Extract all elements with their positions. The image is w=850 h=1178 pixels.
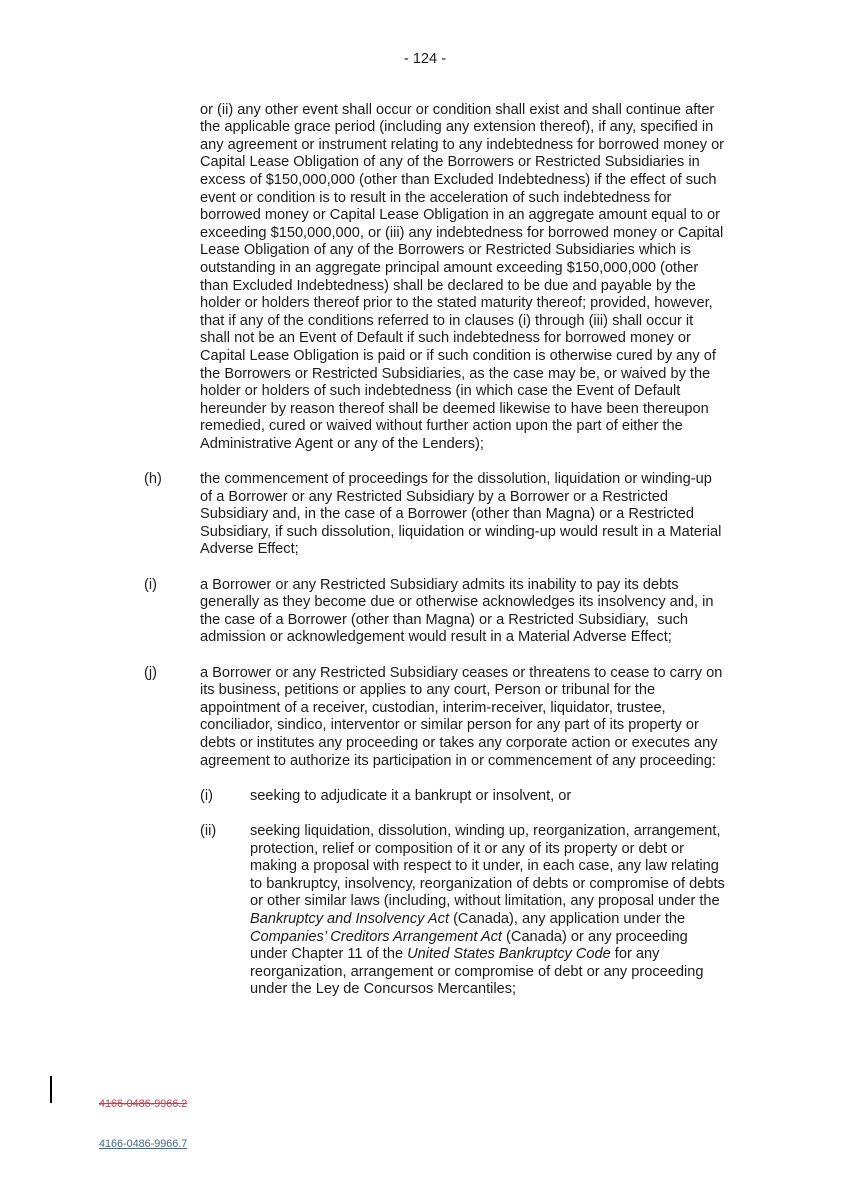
text-line: under the Ley de Concursos Mercantiles; xyxy=(250,981,517,998)
text-line: borrowed money or Capital Lease Obligation in an aggregate amount equal to or xyxy=(200,207,721,224)
text-line: holder or holders of such indebtedness (in which case the Event of Default xyxy=(200,383,681,400)
clause-j xyxy=(144,665,750,771)
text-line: Administrative Agent or any of the Lenders); xyxy=(200,435,484,452)
text-line: appointment of a receiver, custodian, interim-receiver, liquidator, trustee, xyxy=(200,699,666,716)
paragraph-continuation xyxy=(200,102,748,454)
text-line: Capital Lease Obligation of any of the Borrowers or Restricted Subsidiaries in xyxy=(200,154,700,171)
subclause-i xyxy=(200,788,750,806)
text-line: admission or acknowledgement would result in a Material Adverse Effect; xyxy=(200,629,672,646)
text-line: making a proposal with respect to it under, in each case, any law relating xyxy=(250,858,719,875)
clause-j-label: (j) xyxy=(144,664,157,681)
text-line: excess of $150,000,000 (other than Excluded Indebtedness) if the effect of such xyxy=(200,171,717,188)
clause-h-label: (h) xyxy=(144,471,162,488)
page-number: - 124 - xyxy=(403,51,447,67)
doc-id-stamp xyxy=(99,1072,187,1178)
text-line: hereunder by reason thereof shall be deemed likewise to have been thereupon xyxy=(200,400,709,417)
text-line: protection, relief or composition of it or any of its property or debt or xyxy=(250,840,684,857)
text-line: the case of a Borrower (other than Magna) or a Restricted Subsidiary, such xyxy=(200,611,689,628)
doc-id-new: 4166-0486-9966.7 xyxy=(99,1138,188,1151)
text-line: a Borrower or any Restricted Subsidiary admits its inability to pay its debts xyxy=(200,576,679,593)
clause-i-label: (i) xyxy=(144,576,157,593)
text-line: shall not be an Event of Default if such indebtedness for borrowed money or xyxy=(200,330,691,347)
subclause-i-text xyxy=(250,788,747,806)
text-line: under Chapter 11 of the United States Bankruptcy Code for any xyxy=(250,946,660,963)
text-line: Subsidiary, if such dissolution, liquidation or winding-up would result in a Material xyxy=(200,523,722,540)
text-line: the Borrowers or Restricted Subsidiaries, as the case may be, or waived by the xyxy=(200,365,711,382)
clause-h-text xyxy=(200,471,748,559)
text-line: a Borrower or any Restricted Subsidiary ceases or threatens to cease to carry on xyxy=(200,664,723,681)
text-line: to bankruptcy, insolvency, reorganization of debts or compromise of debts xyxy=(250,875,725,892)
clause-i-text xyxy=(200,577,748,647)
text-line: its business, petitions or applies to any court, Person or tribunal for the xyxy=(200,682,656,699)
subclause-ii xyxy=(200,823,750,999)
text-line: exceeding $150,000,000, or (iii) any indebtedness for borrowed money or Capital xyxy=(200,224,724,241)
text-line: reorganization, arrangement or compromise of debt or any proceeding xyxy=(250,963,704,980)
text-line: seeking liquidation, dissolution, winding up, reorganization, arrangement, xyxy=(250,822,721,839)
text-line: Lease Obligation of any of the Borrowers or Restricted Subsidiaries which is xyxy=(200,242,691,259)
text-line: Capital Lease Obligation is paid or if such condition is otherwise cured by any of xyxy=(200,347,716,364)
text-line: outstanding in an aggregate principal amount exceeding $150,000,000 (other xyxy=(200,259,699,276)
text-line: generally as they become due or otherwise acknowledges its insolvency and, in xyxy=(200,594,714,611)
text-line: than Excluded Indebtedness) shall be declared to be due and payable by the xyxy=(200,277,696,294)
change-bar xyxy=(50,1076,52,1103)
text-line: debts or institutes any proceeding or takes any corporate action or executes any xyxy=(200,734,718,751)
text-line: of a Borrower or any Restricted Subsidiary by a Borrower or a Restricted xyxy=(200,488,668,505)
text-line: Subsidiary and, in the case of a Borrower (other than Magna) or a Restricted xyxy=(200,506,695,523)
text-line: remedied, cured or waived without further action upon the part of either the xyxy=(200,418,683,435)
subclause-ii-text xyxy=(250,823,747,999)
text-line: or other similar laws (including, without limitation, any proposal under the xyxy=(250,893,720,910)
text-line: that if any of the conditions referred to in clauses (i) through (iii) shall occur it xyxy=(200,312,694,329)
document-body xyxy=(144,102,750,999)
clause-i xyxy=(144,577,750,647)
text-line: conciliador, sindico, interventor or similar person for any part of its property or xyxy=(200,717,699,734)
text-line: holder or holders thereof prior to the stated maturity thereof; provided, however, xyxy=(200,295,713,312)
text-line: Bankruptcy and Insolvency Act (Canada), any application under the xyxy=(250,910,686,927)
text-line: Companies’ Creditors Arrangement Act (Canada) or any proceeding xyxy=(250,928,688,945)
text-line: seeking to adjudicate it a bankrupt or insolvent, or xyxy=(250,787,572,804)
text-line: any agreement or instrument relating to any indebtedness for borrowed money or xyxy=(200,136,725,153)
subclause-ii-label: (ii) xyxy=(200,822,217,839)
text-line: event or condition is to result in the acceleration of such indebtedness for xyxy=(200,189,672,206)
subclause-i-label: (i) xyxy=(200,787,213,804)
text-line: Adverse Effect; xyxy=(200,541,299,558)
text-line: agreement to authorize its participation in or commencement of any proceeding: xyxy=(200,752,716,769)
clause-h xyxy=(144,471,750,559)
clause-j-text xyxy=(200,665,748,771)
text-line: the applicable grace period (including any extension thereof), if any, specified in xyxy=(200,119,714,136)
text-line: or (ii) any other event shall occur or condition shall exist and shall continue after xyxy=(200,101,715,118)
doc-id-old: 4166-0486-9966.2 xyxy=(99,1098,188,1111)
text-line: the commencement of proceedings for the dissolution, liquidation or winding-up xyxy=(200,471,712,488)
